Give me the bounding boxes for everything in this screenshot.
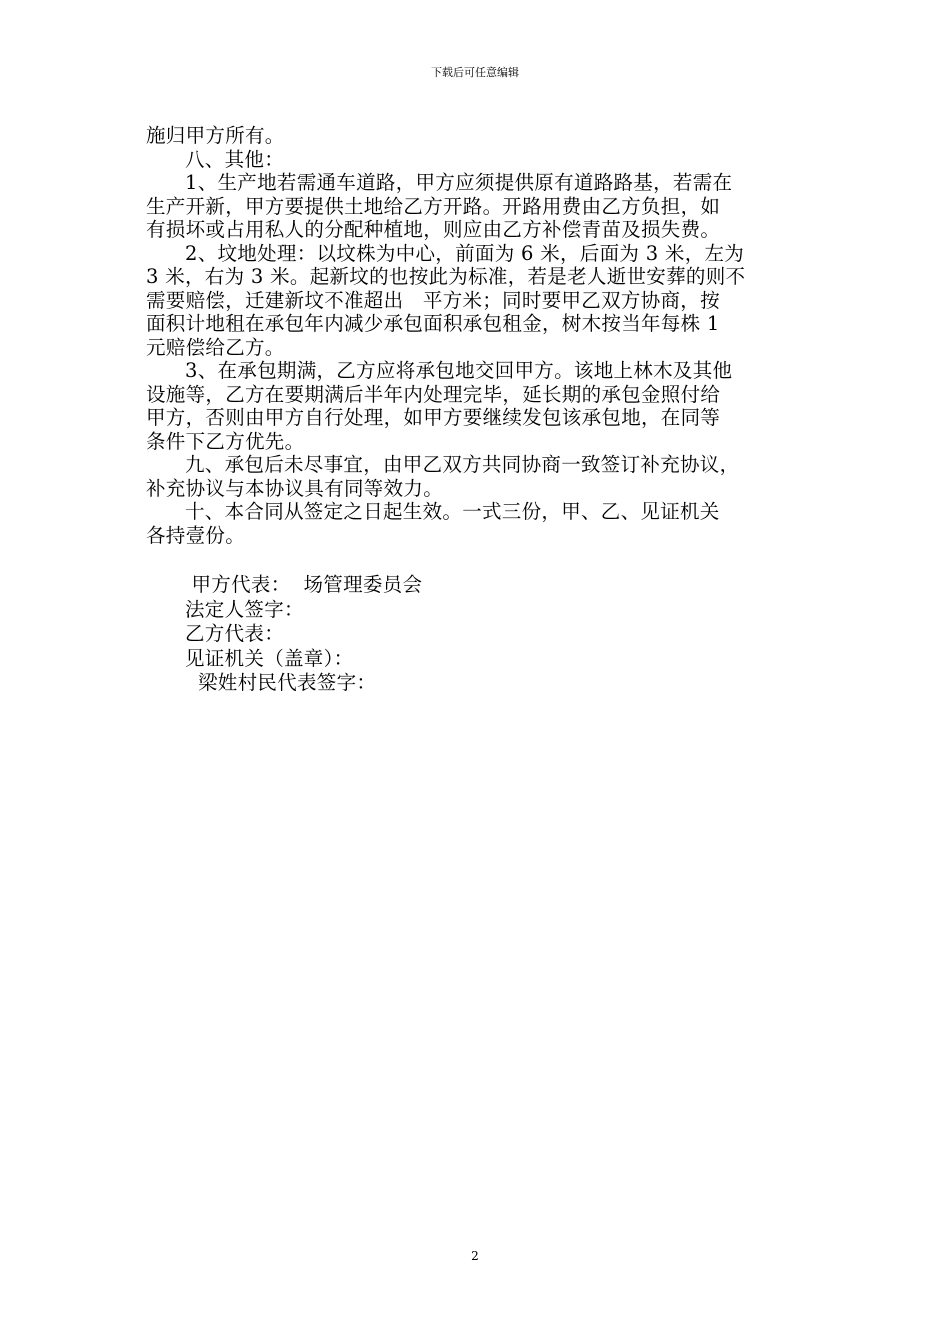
paragraph-line: 2、坟地处理：以坟株为中心，前面为 6 米，后面为 3 米，左为 <box>146 241 745 265</box>
paragraph-line: 施归甲方所有。 <box>146 124 285 147</box>
villager-representative-signature: 梁姓村民代表签字： <box>146 671 377 694</box>
paragraph-line: 生产开新，甲方要提供土地给乙方开路。开路用费由乙方负担，如 <box>146 194 721 218</box>
party-b-representative: 乙方代表： <box>146 622 284 645</box>
page-number: 2 <box>471 1249 479 1263</box>
paragraph-line: 3、在承包期满，乙方应将承包地交回甲方。该地上林木及其他 <box>146 359 733 382</box>
paragraph-line: 甲方，否则由甲方自行处理，如甲方要继续发包该承包地，在同等 <box>146 406 721 429</box>
paragraph-line: 各持壹份。 <box>146 523 246 547</box>
paragraph-line: 面积计地租在承包年内减少承包面积承包租金，树木按当年每株 1 <box>146 312 720 335</box>
spacer <box>146 547 811 573</box>
legal-person-signature: 法定人签字： <box>146 597 304 621</box>
paragraph-line: 九、承包后未尽事宜，由甲乙双方共同协商一致签订补充协议， <box>146 453 740 476</box>
section-heading-other: 八、其他： <box>146 147 284 171</box>
paragraph-line: 条件下乙方优先。 <box>146 429 305 453</box>
paragraph-line: 有损坏或占用私人的分配种植地，则应由乙方补偿青苗及损失费。 <box>146 218 721 241</box>
paragraph-line: 补充协议与本协议具有同等效力。 <box>146 476 444 500</box>
party-a-representative: 甲方代表： 场管理委员会 <box>146 573 423 596</box>
page-header: 下载后可任意编辑 <box>431 66 519 79</box>
paragraph-line: 3 米，右为 3 米。起新坟的也按此为标准，若是老人逝世安葬的则不 <box>146 265 746 288</box>
witness-authority-seal: 见证机关（盖章）： <box>146 646 354 670</box>
paragraph-line: 设施等，乙方在要期满后半年内处理完毕，延长期的承包金照付给 <box>146 382 721 406</box>
document-body <box>146 124 811 696</box>
paragraph-line: 十、本合同从签定之日起生效。一式三份，甲、乙、见证机关 <box>146 500 720 523</box>
paragraph-line: 1、生产地若需通车道路，甲方应须提供原有道路路基，若需在 <box>146 171 733 194</box>
paragraph-line: 需要赔偿，迁建新坟不准超出 平方米；同时要甲乙双方协商，按 <box>146 288 720 312</box>
paragraph-line: 元赔偿给乙方。 <box>146 335 285 359</box>
